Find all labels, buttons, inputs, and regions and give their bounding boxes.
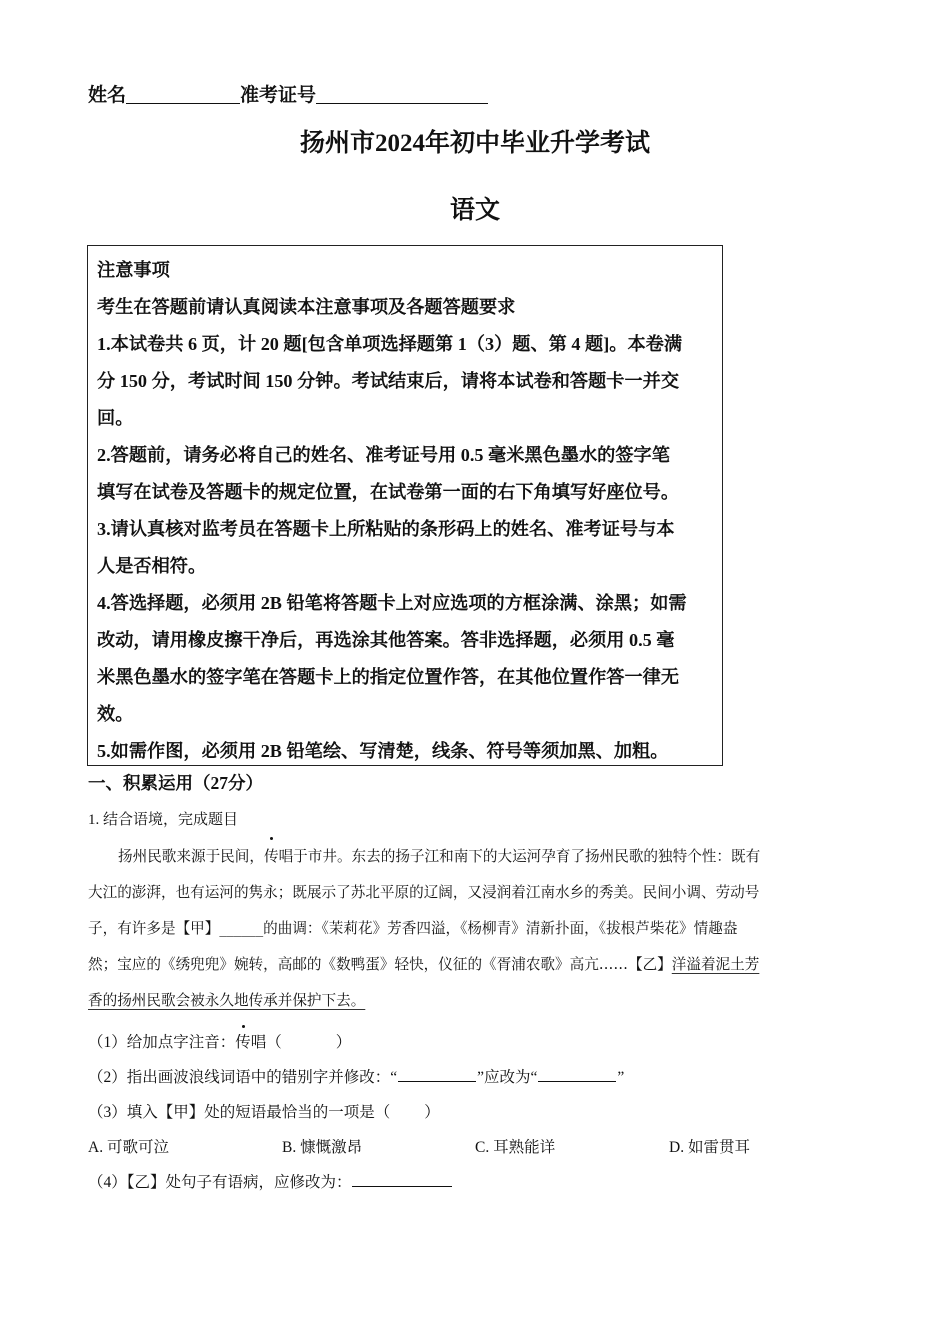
name-label: 姓名 [88,85,127,106]
notice-line: 5.如需作图，必须用 2B 铅笔绘、写清楚，线条、符号等须加黑、加粗。 [97,741,669,761]
notice-line: 效。 [97,704,134,724]
option-b[interactable]: B. 慷慨激昂 [282,1139,363,1156]
answer-blank[interactable] [352,1172,452,1187]
subquestion-text: （3）填入【甲】处的短语最恰当的一项是（ [88,1104,391,1121]
notice-line: 2.答题前，请务必将自己的姓名、准考证号用 0.5 毫米黑色墨水的签字笔 [97,445,670,465]
notice-heading: 注意事项 [97,260,170,280]
notice-line: 分 150 分，考试时间 150 分钟。考试结束后，请将本试卷和答题卡一并交 [97,371,680,391]
notice-line: 3.请认真核对监考员在答题卡上所粘贴的条形码上的姓名、准考证号与本 [97,519,675,539]
underlined-sentence: 香的扬州民歌会被永久地传承并保护下去。 [88,992,366,1009]
passage-text: ；既展示了苏北平原的辽阔，又浸润着江南水乡的秀美。民间小调、劳动号 [277,884,760,901]
question-title: 1. 结合语境，完成题目 [88,812,239,828]
notice-line: 填写在试卷及答题卡的规定位置，在试卷第一面的右下角填写好座位号。 [97,482,680,502]
notice-line: 1.本试卷共 6 页，计 20 题[包含单项选择题第 1（3）题、第 4 题]。本卷满 [97,334,683,354]
subquestion-3 [88,1100,440,1122]
exam-subject: 语文 [449,197,500,224]
option-a[interactable]: A. 可歌可泣 [88,1139,169,1156]
section-heading: 一、积累运用（27分） [88,773,263,793]
subquestion-text: 唱（ [250,1034,282,1051]
passage-line [88,986,858,1022]
notice-line: 回。 [97,408,134,428]
dotted-char: 传 [235,1030,251,1052]
exam-title: 扬州市2024年初中毕业升学考试 [299,130,650,157]
notice-line: 考生在答题前请认真阅读本注意事项及各题答题要求 [97,297,516,317]
passage-text: 然；宝应的《绣兜兜》婉转，高邮的《数鸭蛋》轻快，仪征的《胥浦农歌》高亢……【乙】 [88,956,672,973]
name-blank[interactable] [126,85,240,104]
subquestion-text: ”应改为“ [477,1069,538,1086]
passage-line [88,878,858,914]
subquestion-4 [88,1170,452,1192]
notice-line: 人是否相符。 [97,556,207,576]
underlined-sentence: 洋溢着泥土芳 [671,956,760,973]
subquestion-text: （1）给加点字注音： [88,1034,236,1051]
dotted-char: 传 [264,842,279,872]
answer-blank[interactable] [398,1067,476,1082]
subquestion-2 [88,1065,624,1087]
passage-line [88,842,858,878]
passage-text: 唱于市井。东去的扬子江和南下的大运河孕育了扬州民歌的独特个性：既有 [278,848,761,865]
wavy-underlined-word: 隽永 [248,884,278,901]
passage-line [88,950,858,986]
subquestion-text: （4）【乙】处句子有语病，应修改为： [88,1174,352,1191]
id-blank[interactable] [316,85,488,104]
passage-text: 扬州民歌来源于民间， [118,848,264,865]
subquestion-text: ” [617,1069,625,1086]
id-label: 准考证号 [240,85,317,106]
candidate-info-line [88,80,488,107]
passage-line: 子，有许多是【甲】______的曲调：《茉莉花》芳香四溢，《杨柳青》清新扑面，《拔根芦柴花》情趣盎 [88,920,738,937]
subquestion-text: ） [335,1034,352,1051]
notice-line: 米黑色墨水的签字笔在答题卡上的指定位置作答，在其他位置作答一律无 [97,667,680,687]
subquestion-text: ） [424,1104,440,1121]
option-c[interactable]: C. 耳熟能详 [475,1139,556,1156]
notice-line: 4.答选择题，必须用 2B 铅笔将答题卡上对应选项的方框涂满、涂黑；如需 [97,593,687,613]
option-d[interactable]: D. 如雷贯耳 [669,1139,750,1156]
passage-text: 大江的澎湃，也有运河的 [88,884,249,901]
notice-line: 改动，请用橡皮擦干净后，再选涂其他答案。答非选择题，必须用 0.5 毫 [97,630,675,650]
notice-box [87,245,723,766]
reading-passage [88,842,858,1022]
answer-blank[interactable] [538,1067,616,1082]
subquestion-1 [88,1030,351,1052]
subquestion-text: （2）指出画波浪线词语中的错别字并修改：“ [88,1069,398,1086]
